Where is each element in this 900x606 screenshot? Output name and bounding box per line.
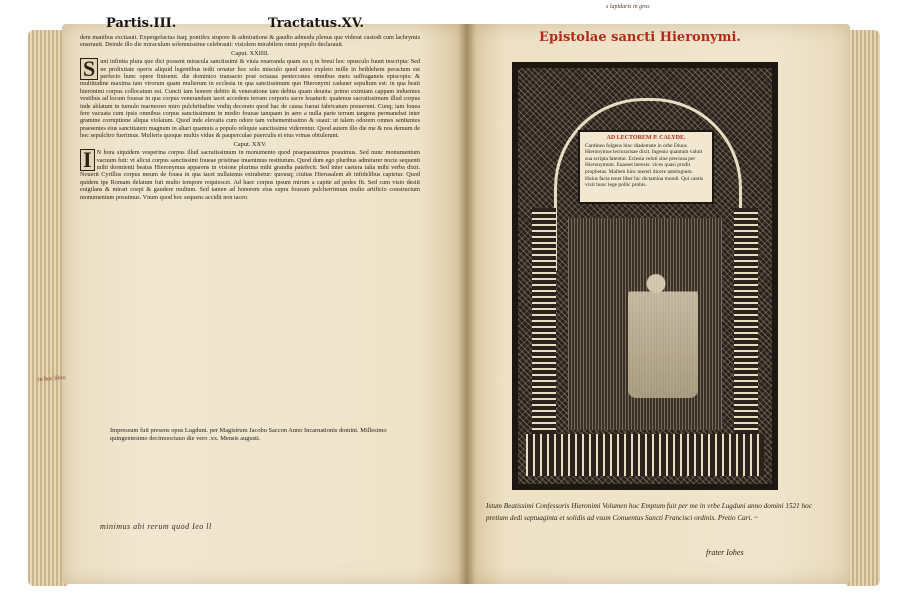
- paragraph-2: N hora siquidem vesperina corpus illud sacratissimum in monumento quod praeparauimus posuimus. Sed nunc monumentum vacuum fuit: vt alicui corpus sanctissimi foueae pristinae inuenimus restitutum. Quod dum ego pluribus admirarer nocte sequenti mihi dormienti beatus Hieronymus apparens in visione plurima mihi grandia patefecit. Sed inter caetera talia mihi verba dixit. Nouerit Cyrillus corpus meum de fouea in qua iacet nullatenus extrahetur: quousq; ciuitas Hierusalem ab infidelibus capietur. Quod quidem tpe Romam delatum fuit multo tempore requiescet. Ad haec corpus ipsum mirum a capite ad pedes fit. Sed cum visio desiit euigilans & mirari coepi & gaudere multum. Sed tamen ad honorem eius supra foueam pulcherrimum multo artificio constructum monumentum posuimus. Vnum quod hoc sequens accidit non taceo.: [80, 149, 420, 201]
- margin-handwritten-note: in hoc libro: [37, 375, 66, 383]
- running-header-tractatus: Tractatus.XV.: [268, 16, 365, 31]
- left-bottom-handwriting: minimus abi rerum quod Ieo ll: [100, 522, 212, 531]
- right-top-handwritten-note: s lapidaris in gros: [606, 4, 650, 10]
- woodcut-illustration: [512, 62, 778, 490]
- woodcut-column-right: [734, 208, 758, 448]
- text-lines-top: dem manibus excitauit. Expergefactus itaq; pontifex stupore & admiratione & gaudio admodu plenus que viderat custodi cum lachrymis enarrauit. Deinde illo die miraculum solemnissime celebrauit: visiolem mirabilem omni populo declarauit.: [80, 34, 420, 49]
- caput-heading-2: Caput. XXV.: [233, 140, 267, 148]
- left-page-body-text: [80, 34, 420, 364]
- kneeling-saint-figure: [628, 268, 698, 398]
- right-page-edges: [846, 30, 880, 586]
- running-header-part: Partis.III.: [106, 16, 177, 31]
- woodcut-pedestal: [526, 434, 764, 476]
- dropcap-2: I: [80, 149, 95, 171]
- tablet-title: AD LECTOREM P. CALYDE.: [606, 135, 686, 141]
- woodcut-column-left: [532, 208, 556, 448]
- colophon: Impressum fuit presens opus Lugduni. per Magistrum Jacobu Saccon Anno Incarnationis domini. Millesimo quingentesimo decimooctauo die vero .xx. Mensis augusti.: [110, 427, 387, 442]
- ownership-inscription: Istum Beatissimi Confessoris Hieronimi Volumen hoc Emptum fuit per me in vrbe Lugduni anno domini 1521 hoc pretium dedi septuaginta et solidis ad vsum Conuentus Sancti Francisci ordinis. Pretio Cari. ~: [486, 502, 812, 522]
- dropcap-1: S: [80, 58, 98, 80]
- woodcut-tablet: [578, 130, 714, 204]
- tablet-text: Cardineo fulgens hinc diademate in orbe Diuus Hieronymus lectorarisae dixit. Ingenio quantum valuit sua scripta fatentur. Eclesia veluti sine preciosa per Hieronymum. Euasset heresis: vices quasi prodit prophetas. Mallem hinc mereri dicere antelogium. Huius facta tenet liber hic dictamina mundi. Qui cantis vixit hunc lege pollic probis.: [585, 142, 704, 189]
- handwritten-signature: frater Iohes: [706, 548, 744, 557]
- book-gutter: [458, 24, 476, 584]
- paragraph-1: unt infinita plura que dici possent miracula sanctissimi & viuia enarranda quam ea q in breui hoc opusculo fuunt inscripta: Sed ne prolixitate operis aliquid legentibus tedii ornatur hoc solo misculo quod anno expleto mille in bethlehem peractum est perfecto hunc opere finisemt. die dominico transacto post octauas pentecostes omnibus meis suffraganeis episcopis: & multitudine maxima tam virorum quam mulierum in ecclesia in qua sanctissimum quo Hieronymi cadauer sepultum est: in qua beati hieronimi corpus collocatum est. Cuncti tam honore debito & veneratione tam debita quam deuota: primo eximiam cappam induentes vestibus ad locum foueae in qua corpus venerandum iacet accedens terram corporis sacre leuaturit: quatenus sacratissimum illud corpus inde ablatum in tumulo marmoreo miro pulchritudine vndiq decorato quod hac de causa fuerat fabricatum posuerunt. Cunq; iam fouea fere vacuata cum ipsis omnibus corpus sanctissimum in medio foueae tanquam in aere a nulla parte terram tangens permanebat inter gramine corruptione aliqua violatum. Quod inde elevatis cum odore tam vehementissimo & suaui: ut talem odorem omnes sentientes praesentes eius sanctitatem magnum in altari quamuis a populo reliquie sanctissime viderentur. Quod autem illo die me & nos demum de hoc sepulchro fuerimus. Mulieris quoque multis vidue & pauperculae puerculis et eius vrinas obtulerunt.: [80, 58, 420, 140]
- woodcut-scene-saint-jerome: [568, 218, 722, 430]
- caput-heading-1: Caput. XXIIII.: [231, 49, 269, 57]
- right-page-title: Epistolae sancti Hieronymi.: [539, 30, 741, 45]
